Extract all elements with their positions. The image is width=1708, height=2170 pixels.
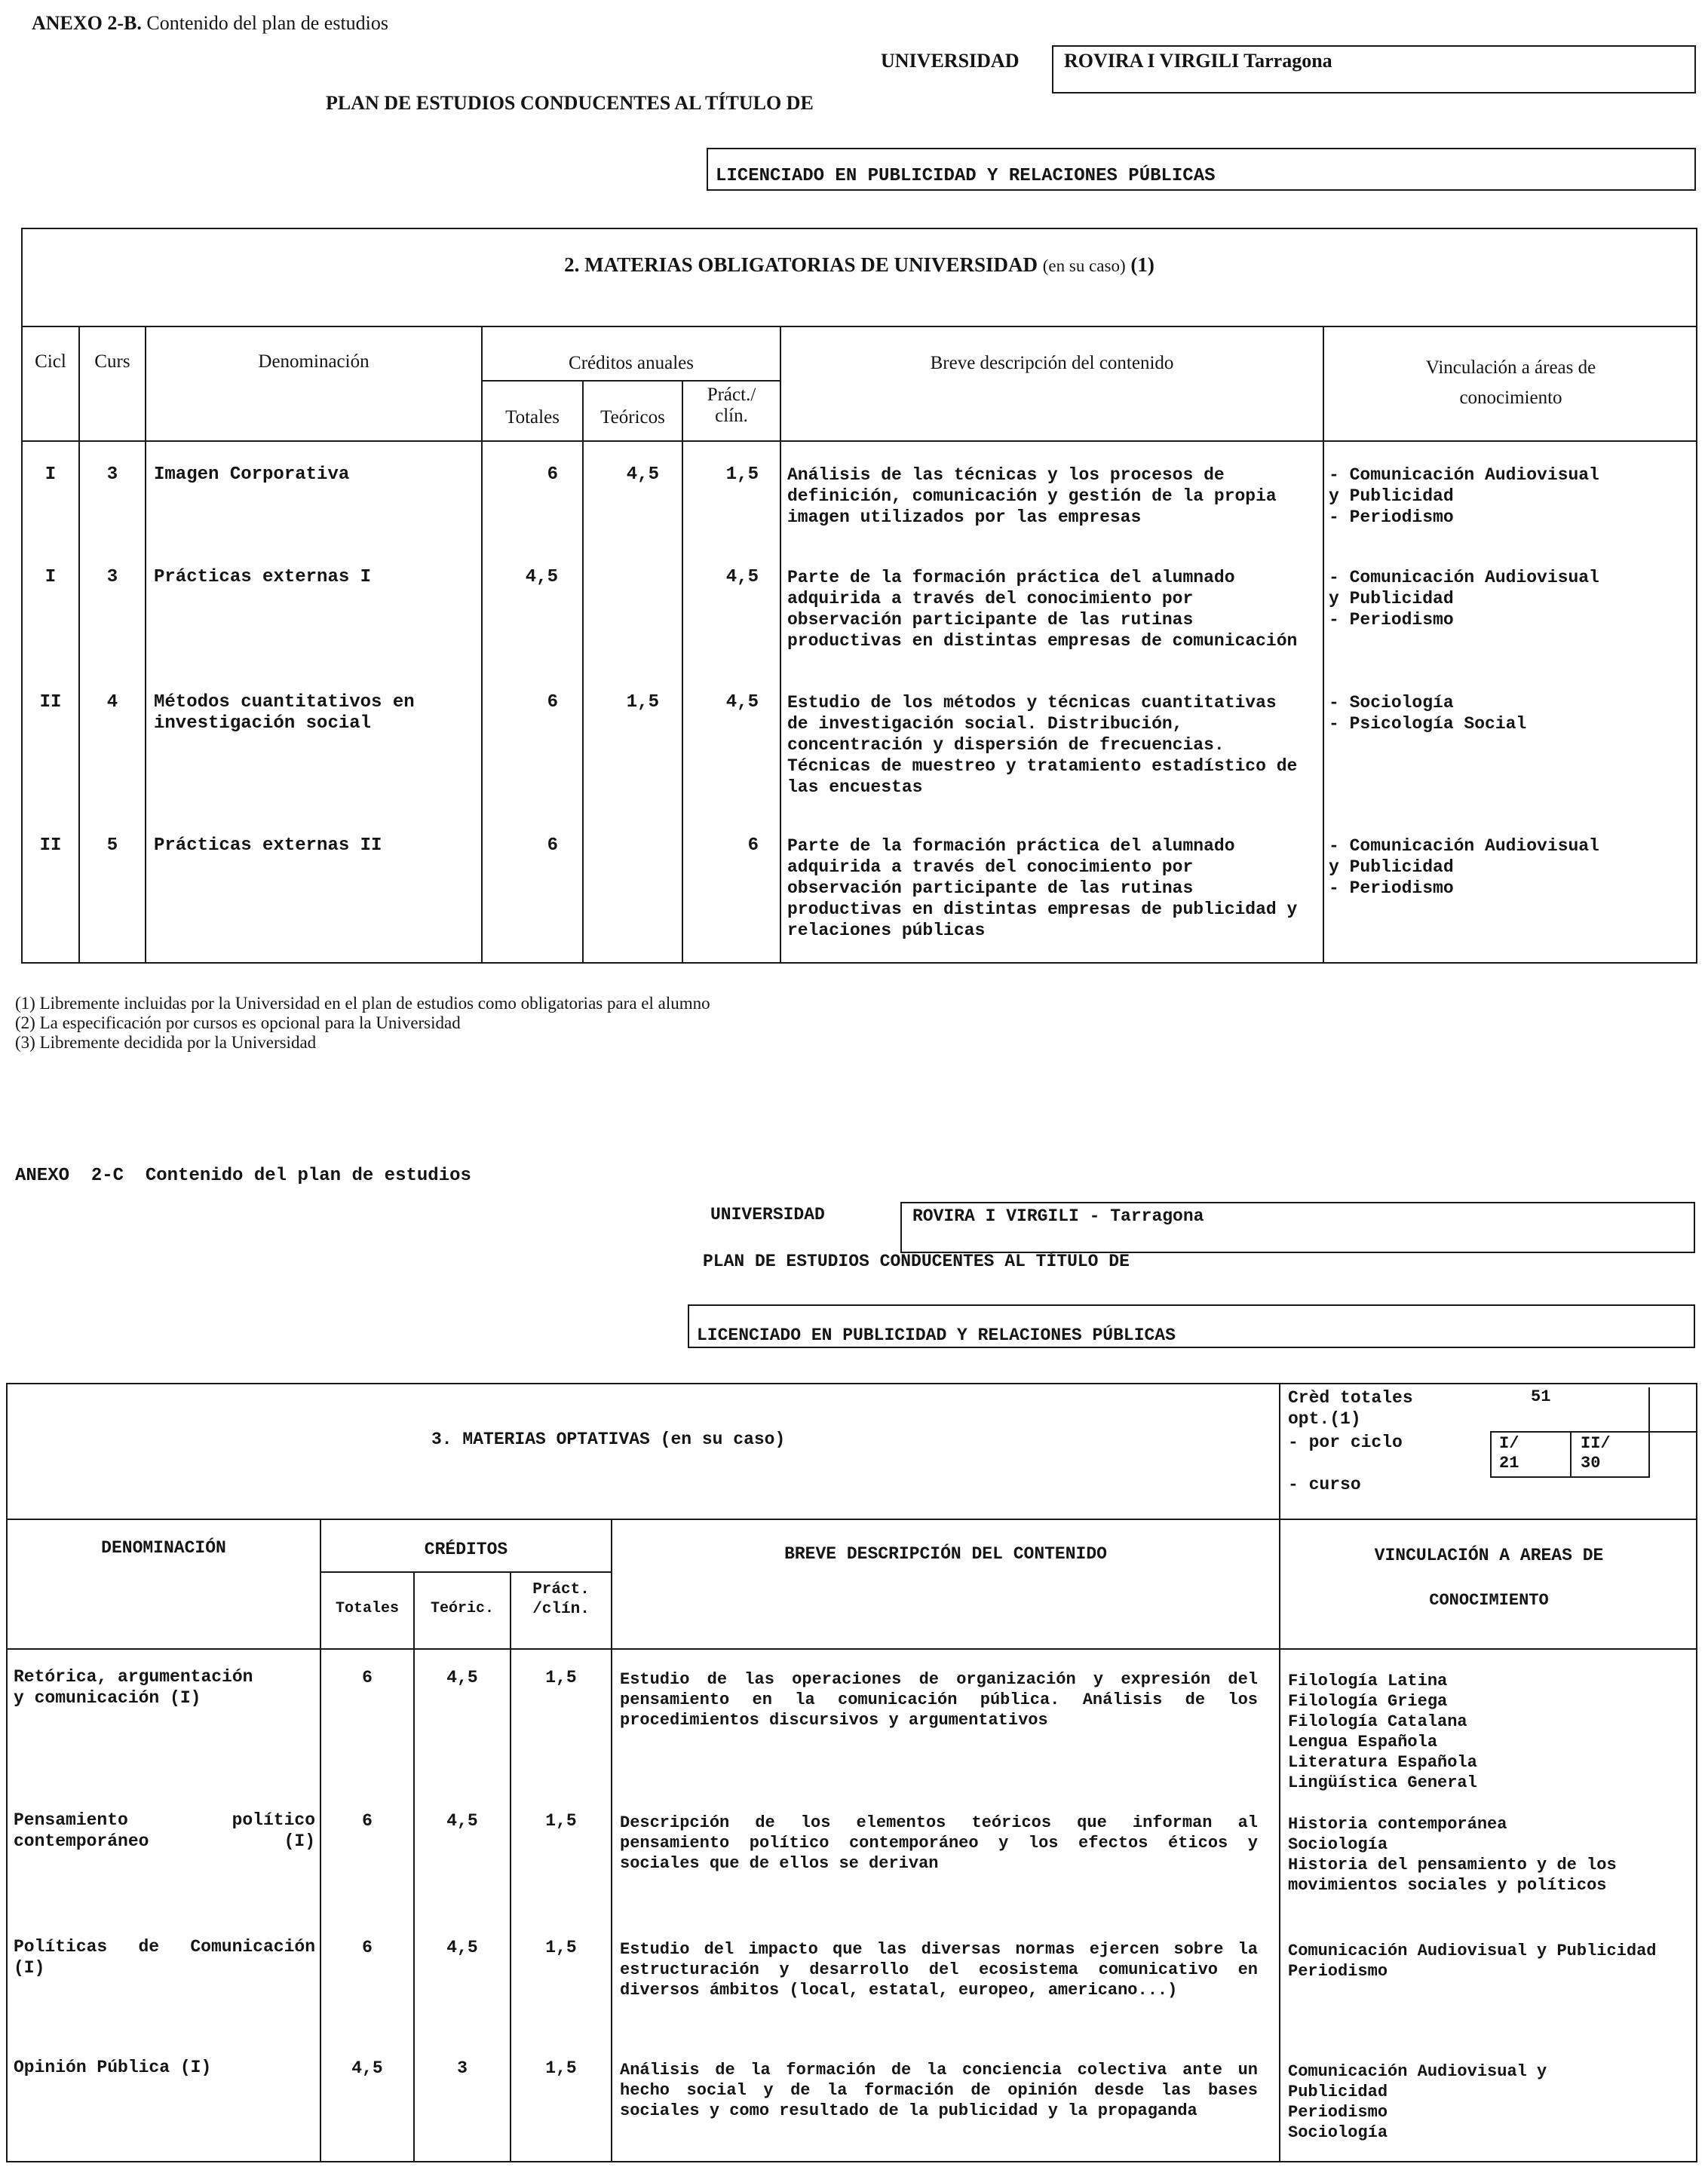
row-descripcion: Parte de la formación práctica del alumnado adquirida a través del conocimiento por observación participante de las rutinas productivas en distintas empresas de comunicación xyxy=(787,568,1298,651)
row-denominacion: Métodos cuantitativos en investigación social xyxy=(154,692,415,734)
header-practicos: Práct. /clín. xyxy=(532,1581,590,1618)
ciclo-box-bottom xyxy=(1490,1476,1650,1478)
row-practicos: 6 xyxy=(747,835,759,856)
ciclo-II-value: II/ 30 xyxy=(1581,1434,1611,1473)
header-descripcion: Breve descripción del contenido xyxy=(930,353,1174,373)
cred-totales-value: 51 xyxy=(1531,1387,1551,1406)
table3-col-creditos xyxy=(611,1519,612,2162)
table2-col-curso xyxy=(145,326,146,964)
table3-col-descripcion xyxy=(1279,1383,1280,2162)
row-totales: 4,5 xyxy=(525,567,558,587)
row-ciclo: II xyxy=(39,692,62,713)
row-descripcion: Análisis de la formación de la conciencia colectiva ante un hecho social y de la formación de opinión desde las bases sociales y como resultado de la publicidad y la propaganda xyxy=(620,2061,1258,2120)
cred-totales-divider xyxy=(1648,1387,1650,1431)
titulo-value: LICENCIADO EN PUBLICIDAD Y RELACIONES PÚBLICAS xyxy=(697,1326,1176,1345)
header-teoricos: Teóric. xyxy=(430,1600,494,1617)
header-ciclo: Cicl xyxy=(35,351,66,372)
row-teoricos: 1,5 xyxy=(626,692,659,713)
row-denominacion: Prácticas externas I xyxy=(154,567,372,587)
row-curso: 4 xyxy=(106,692,118,713)
titulo-box xyxy=(688,1304,1695,1348)
row-totales: 6 xyxy=(547,692,558,713)
universidad-label: UNIVERSIDAD xyxy=(710,1205,825,1224)
row-practicos: 4,5 xyxy=(725,567,759,587)
row-practicos: 1,5 xyxy=(545,2058,577,2078)
row-denominacion: Retórica, argumentación y comunicación (I) xyxy=(14,1667,253,1708)
header-creditos: CRÉDITOS xyxy=(424,1540,508,1559)
universidad-box xyxy=(1052,45,1696,93)
row-vinculacion: Comunicación Audiovisual y Publicidad Periodismo xyxy=(1288,1942,1657,1981)
row-vinculacion: - Comunicación Audiovisual y Publicidad - Periodismo xyxy=(1329,836,1599,898)
titulo-box xyxy=(707,148,1696,191)
row-vinculacion: Filología Latina Filología Griega Filología Catalana Lengua Española Literatura Española Lingüística General xyxy=(1288,1672,1477,1792)
ciclo-I-value: I/ 21 xyxy=(1499,1434,1519,1473)
row-descripcion: Descripción de los elementos teóricos que informan al pensamiento político contemporáneo y los efectos éticos y sociales que de ellos se derivan xyxy=(620,1813,1258,1873)
row-vinculacion: - Comunicación Audiovisual y Publicidad - Periodismo xyxy=(1329,465,1599,527)
header-descripcion: BREVE DESCRIPCIÓN DEL CONTENIDO xyxy=(784,1544,1107,1564)
universidad-value: ROVIRA I VIRGILI Tarragona xyxy=(1064,50,1332,72)
row-descripcion: Estudio de los métodos y técnicas cuantitativas de investigación social. Distribución, concentración y dispersión de frecuencias. Técnicas de muestreo y tratamiento estadístico de las encuestas xyxy=(787,693,1298,797)
row-totales: 6 xyxy=(362,1938,373,1957)
row-practicos: 1,5 xyxy=(545,1668,577,1687)
row-ciclo: I xyxy=(44,567,57,587)
row-teoricos: 4,5 xyxy=(446,1811,478,1831)
table3-rule-header-top xyxy=(6,1519,1697,1520)
footnote: (1) Libremente incluidas por la Universidad en el plan de estudios como obligatorias para el alumno xyxy=(15,994,710,1013)
row-descripcion: Estudio de las operaciones de organización y expresión del pensamiento en la comunicación pública. Análisis de los procedimientos discursivos y argumentativos xyxy=(620,1670,1258,1730)
row-totales: 6 xyxy=(362,1811,373,1831)
obligatorias-title-note: (1) xyxy=(1130,253,1155,276)
table3-rule-credits-split xyxy=(320,1571,611,1573)
row-teoricos: 4,5 xyxy=(626,464,659,485)
header-vinculacion: Vinculación a áreas de conocimiento xyxy=(1425,357,1596,408)
table2-col-descripcion xyxy=(1323,326,1324,964)
row-vinculacion: Historia contemporánea Sociología Historia del pensamiento y de los movimientos sociales y políticos xyxy=(1288,1815,1617,1895)
row-teoricos: 3 xyxy=(457,2058,468,2078)
table2-rule-header-top xyxy=(21,326,1697,327)
row-practicos: 1,5 xyxy=(545,1938,577,1957)
row-practicos: 4,5 xyxy=(725,692,759,713)
row-teoricos: 4,5 xyxy=(446,1668,478,1687)
row-denominacion: Prácticas externas II xyxy=(154,835,382,856)
row-vinculacion: Comunicación Audiovisual y Publicidad Periodismo Sociología xyxy=(1288,2062,1547,2142)
ciclo-box-mid xyxy=(1570,1431,1572,1476)
row-denominacion: Políticas de Comunicación (I) xyxy=(14,1937,315,1978)
footnote: (3) Libremente decidida por la Universidad xyxy=(15,1033,317,1052)
table2-rule-header-bottom xyxy=(21,440,1697,442)
annex-2c-heading: ANEXO 2-C Contenido del plan de estudios xyxy=(15,1166,471,1186)
annex-2b-code: ANEXO 2-B. xyxy=(32,12,142,34)
header-curso: Curs xyxy=(94,351,130,372)
row-practicos: 1,5 xyxy=(725,464,759,485)
header-vinculacion-2: CONOCIMIENTO xyxy=(1429,1591,1549,1610)
plan-label: PLAN DE ESTUDIOS CONDUCENTES AL TÍTULO DE xyxy=(703,1252,1130,1271)
cred-totales-label: Crèd totales opt.(1) xyxy=(1288,1388,1413,1429)
titulo-value: LICENCIADO EN PUBLICIDAD Y RELACIONES PÚBLICAS xyxy=(716,166,1216,186)
row-vinculacion: - Sociología - Psicología Social xyxy=(1329,693,1527,734)
row-ciclo: I xyxy=(44,464,57,485)
header-totales: Totales xyxy=(335,1600,399,1617)
row-curso: 5 xyxy=(106,835,118,856)
row-teoricos: 4,5 xyxy=(446,1938,478,1957)
header-creditos: Créditos anuales xyxy=(569,353,694,373)
universidad-value: ROVIRA I VIRGILI - Tarragona xyxy=(912,1206,1204,1226)
row-denominacion: Imagen Corporativa xyxy=(154,464,350,485)
annex-2b-title: Contenido del plan de estudios xyxy=(146,12,389,34)
header-teoricos: Teóricos xyxy=(600,407,665,428)
table2-col-creditos xyxy=(780,326,781,964)
optativas-table-title: 3. MATERIAS OPTATIVAS (en su caso) xyxy=(431,1430,786,1449)
ciclo-box-left xyxy=(1490,1431,1492,1476)
row-totales: 4,5 xyxy=(351,2058,383,2078)
row-descripcion: Parte de la formación práctica del alumnado adquirida a través del conocimiento por observación participante de las rutinas productivas en distintas empresas de publicidad y relaciones públicas xyxy=(787,836,1298,940)
row-curso: 3 xyxy=(106,567,118,587)
header-practicos: Práct./ clín. xyxy=(707,385,756,426)
annex-2b-heading xyxy=(32,12,388,35)
row-denominacion: Pensamiento político contemporáneo (I) xyxy=(14,1810,315,1851)
plan-label: PLAN DE ESTUDIOS CONDUCENTES AL TÍTULO DE xyxy=(326,92,814,114)
row-descripcion: Análisis de las técnicas y los procesos de definición, comunicación y gestión de la propia imagen utilizados por las empresas xyxy=(787,465,1277,527)
row-denominacion: Opinión Pública (I) xyxy=(14,2058,212,2077)
row-totales: 6 xyxy=(362,1668,373,1687)
obligatorias-title-main: 2. MATERIAS OBLIGATORIAS DE UNIVERSIDAD xyxy=(564,253,1038,276)
obligatorias-table-title xyxy=(21,253,1697,277)
ciclo-box-top xyxy=(1490,1431,1697,1433)
curso-label: - curso xyxy=(1288,1475,1361,1494)
row-practicos: 1,5 xyxy=(545,1811,577,1831)
table3-rule-header-bottom xyxy=(6,1648,1697,1650)
por-ciclo-label: - por ciclo xyxy=(1288,1433,1403,1452)
row-descripcion: Estudio del impacto que las diversas normas ejercen sobre la estructuración y desarrollo del ecosistema comunicativo en diversos ámbitos (local, estatal, europeo, americano...) xyxy=(620,1940,1258,2000)
footnote: (2) La especificación por cursos es opcional para la Universidad xyxy=(15,1013,461,1032)
ciclo-box-right xyxy=(1648,1431,1650,1476)
header-vinculacion-1: VINCULACIÓN A AREAS DE xyxy=(1374,1546,1604,1565)
table2-col-ciclo xyxy=(78,326,80,964)
header-denominacion: DENOMINACIÓN xyxy=(101,1538,226,1558)
header-totales: Totales xyxy=(505,407,560,428)
universidad-label: UNIVERSIDAD xyxy=(881,50,1020,72)
row-totales: 6 xyxy=(547,835,558,856)
universidad-box xyxy=(900,1202,1695,1253)
row-curso: 3 xyxy=(106,464,118,485)
row-vinculacion: - Comunicación Audiovisual y Publicidad - Periodismo xyxy=(1329,568,1599,630)
row-totales: 6 xyxy=(547,464,558,485)
table2-rule-credits-split xyxy=(481,380,780,382)
row-ciclo: II xyxy=(39,835,62,856)
header-denominacion: Denominación xyxy=(258,351,370,372)
obligatorias-title-suffix: (en su caso) xyxy=(1042,256,1126,275)
